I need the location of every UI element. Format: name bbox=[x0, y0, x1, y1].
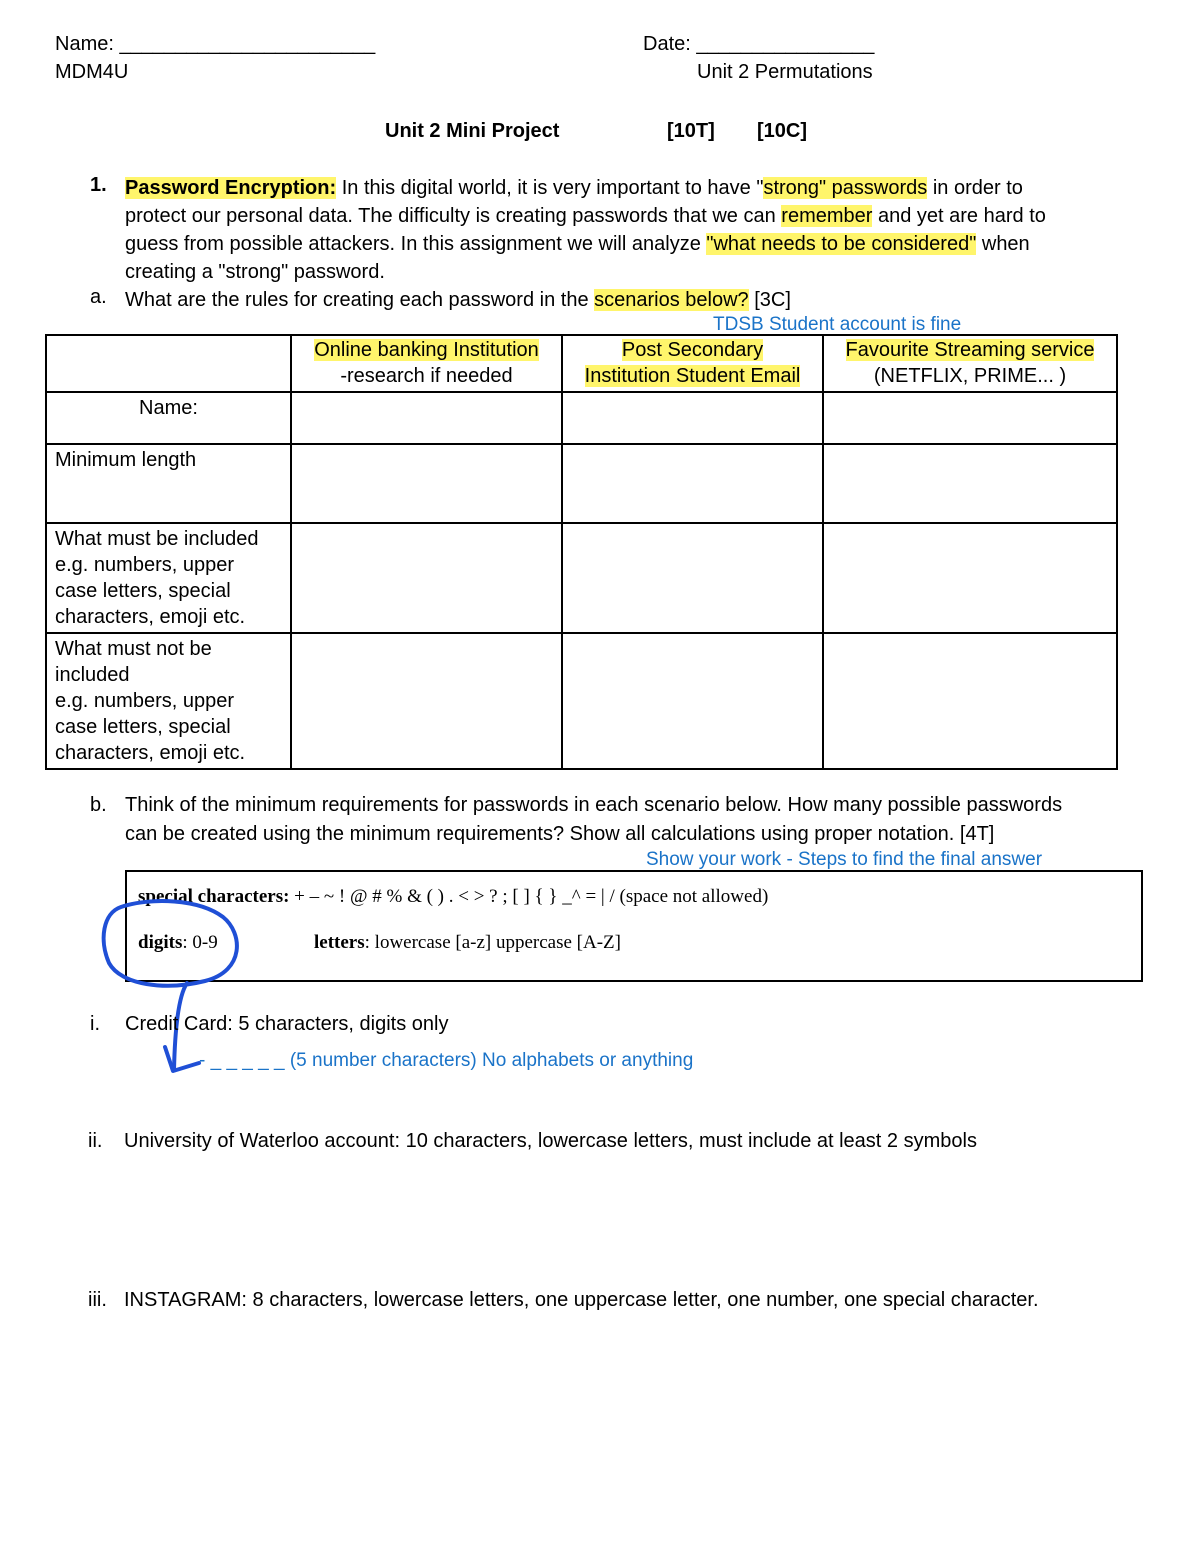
row-label-must-include: What must be included e.g. numbers, upper case letters, special characters, emoji etc. bbox=[46, 523, 291, 633]
unit-title: Unit 2 Permutations bbox=[697, 61, 873, 83]
digits-line: digits: 0-9 bbox=[138, 932, 218, 953]
part-a-marker: a. bbox=[90, 286, 107, 308]
question-number: 1. bbox=[90, 174, 107, 196]
table-corner-cell bbox=[46, 335, 291, 392]
course-code: MDM4U bbox=[55, 61, 129, 83]
page-title: Unit 2 Mini Project bbox=[385, 120, 560, 142]
letters-line: letters: lowercase [a-z] uppercase [A-Z] bbox=[314, 932, 621, 953]
answer-cell[interactable] bbox=[823, 523, 1117, 633]
table-row bbox=[46, 633, 1117, 769]
row-label-name: Name: bbox=[46, 392, 291, 444]
answer-cell[interactable] bbox=[562, 523, 823, 633]
q1-line-3: guess from possible attackers. In this assignment we will analyze "what needs to be considered" when bbox=[125, 233, 1030, 255]
answer-cell[interactable] bbox=[562, 633, 823, 769]
date-line: Date: ________________ bbox=[643, 33, 875, 55]
answer-cell[interactable] bbox=[291, 444, 562, 523]
row-label-min-length: Minimum length bbox=[46, 444, 291, 523]
item-i-marker: i. bbox=[90, 1013, 100, 1035]
q1-line-1: Password Encryption: In this digital world, it is very important to have "strong" passwords in order to bbox=[125, 177, 1023, 199]
handwritten-note-show-work: Show your work - Steps to find the final answer bbox=[646, 849, 1043, 870]
answer-cell[interactable] bbox=[291, 633, 562, 769]
table-row bbox=[46, 444, 1117, 523]
answer-cell[interactable] bbox=[562, 444, 823, 523]
answer-cell[interactable] bbox=[562, 392, 823, 444]
allowed-characters-box bbox=[125, 870, 1143, 982]
column-header-streaming: Favourite Streaming service (NETFLIX, PRIME... ) bbox=[823, 335, 1117, 392]
part-b-line-2: can be created using the minimum requirements? Show all calculations using proper notation. [4T] bbox=[125, 823, 995, 845]
handwritten-note-tdsb: TDSB Student account is fine bbox=[713, 314, 962, 335]
answer-cell[interactable] bbox=[291, 523, 562, 633]
marks-tag-thinking: [10T] bbox=[667, 120, 715, 142]
row-label-must-not-include: What must not be included e.g. numbers, upper case letters, special characters, emoji etc. bbox=[46, 633, 291, 769]
item-iii-marker: iii. bbox=[88, 1289, 107, 1311]
q1-line-2: protect our personal data. The difficulty is creating passwords that we can remember and yet are hard to bbox=[125, 205, 1046, 227]
password-rules-table bbox=[45, 334, 1118, 770]
answer-cell[interactable] bbox=[291, 392, 562, 444]
table-header-row bbox=[46, 335, 1117, 392]
special-characters-line: special characters: + – ~ ! @ # % & ( ) . < > ? ; [ ] { } _^ = | / (space not allowed) bbox=[138, 886, 769, 907]
part-a-text: What are the rules for creating each password in the scenarios below? [3C] bbox=[125, 289, 791, 311]
part-b-line-1: Think of the minimum requirements for passwords in each scenario below. How many possible passwords bbox=[125, 794, 1063, 816]
answer-cell[interactable] bbox=[823, 444, 1117, 523]
part-b-marker: b. bbox=[90, 794, 107, 816]
item-iii-text: INSTAGRAM: 8 characters, lowercase letters, one uppercase letter, one number, one special character. bbox=[124, 1289, 1039, 1311]
item-ii-text: University of Waterloo account: 10 characters, lowercase letters, must include at least 2 symbols bbox=[124, 1130, 977, 1152]
table-row bbox=[46, 523, 1117, 633]
item-ii-marker: ii. bbox=[88, 1130, 103, 1152]
answer-cell[interactable] bbox=[823, 633, 1117, 769]
column-header-post-secondary: Post Secondary Institution Student Email bbox=[562, 335, 823, 392]
answer-cell[interactable] bbox=[823, 392, 1117, 444]
name-line: Name: _______________________ bbox=[55, 33, 376, 55]
q1-line-4: creating a "strong" password. bbox=[125, 261, 385, 283]
marks-tag-communication: [10C] bbox=[757, 120, 808, 142]
table-row bbox=[46, 392, 1117, 444]
q1-heading: Password Encryption: bbox=[125, 177, 337, 199]
column-header-banking: Online banking Institution -research if needed bbox=[291, 335, 562, 392]
item-i-annotation: - _ _ _ _ _ (5 number characters) No alphabets or anything bbox=[199, 1050, 694, 1071]
item-i-text: Credit Card: 5 characters, digits only bbox=[125, 1013, 449, 1035]
